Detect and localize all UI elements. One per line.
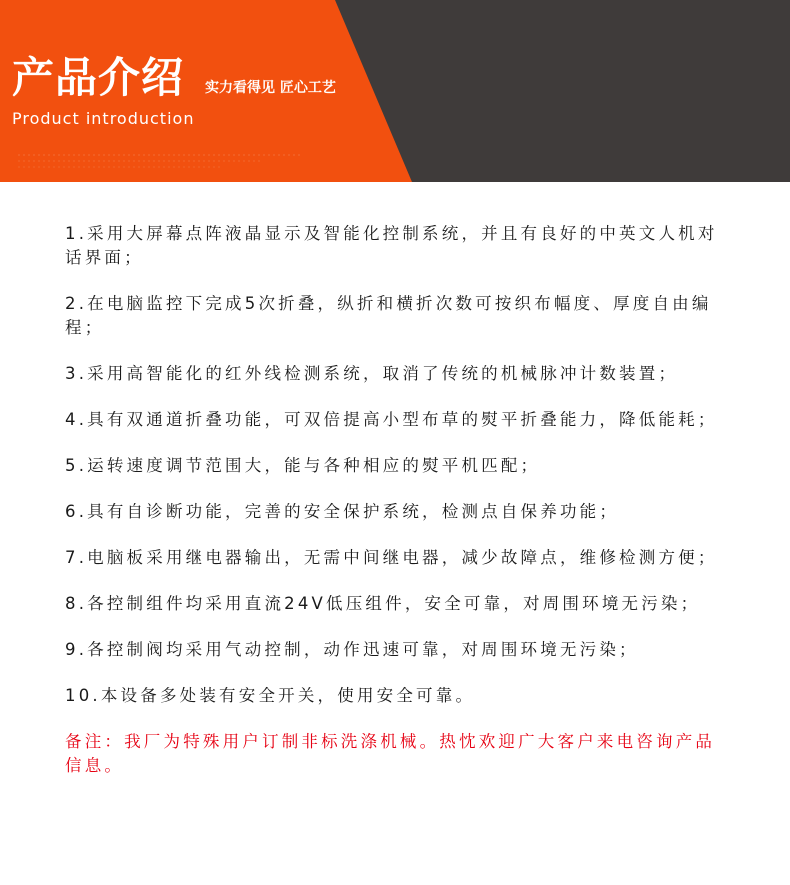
header-banner: [0, 0, 790, 182]
note-text: 备注：我厂为特殊用户订制非标洗涤机械。热忱欢迎广大客户来电咨询产品信息。: [65, 732, 716, 775]
feature-item-2: 2.在电脑监控下完成5次折叠，纵折和横折次数可按织布幅度、厚度自由编程；: [65, 294, 712, 337]
feature-item-10: 10.本设备多处装有安全开关，使用安全可靠。: [65, 686, 476, 705]
page-title: 产品介绍: [12, 53, 185, 102]
feature-list: [65, 222, 727, 800]
feature-item-3: 3.采用高智能化的红外线检测系统，取消了传统的机械脉冲计数装置；: [65, 364, 679, 383]
feature-item-4: 4.具有双通道折叠功能，可双倍提高小型布草的熨平折叠能力，降低能耗；: [65, 410, 718, 429]
slogan: 实力看得见 匠心工艺: [205, 80, 336, 96]
feature-item-9: 9.各控制阀均采用气动控制，动作迅速可靠，对周围环境无污染；: [65, 640, 639, 659]
feature-item-1: 1.采用大屏幕点阵液晶显示及智能化控制系统，并且有良好的中英文人机对话界面；: [65, 224, 718, 267]
feature-item-5: 5.运转速度调节范围大，能与各种相应的熨平机匹配；: [65, 456, 541, 475]
page-subtitle: Product introduction: [12, 109, 195, 128]
feature-item-8: 8.各控制组件均采用直流24V低压组件，安全可靠，对周围环境无污染；: [65, 594, 701, 613]
feature-item-6: 6.具有自诊断功能，完善的安全保护系统，检测点自保养功能；: [65, 502, 620, 521]
feature-item-7: 7.电脑板采用继电器输出，无需中间继电器，减少故障点，维修检测方便；: [65, 548, 718, 567]
